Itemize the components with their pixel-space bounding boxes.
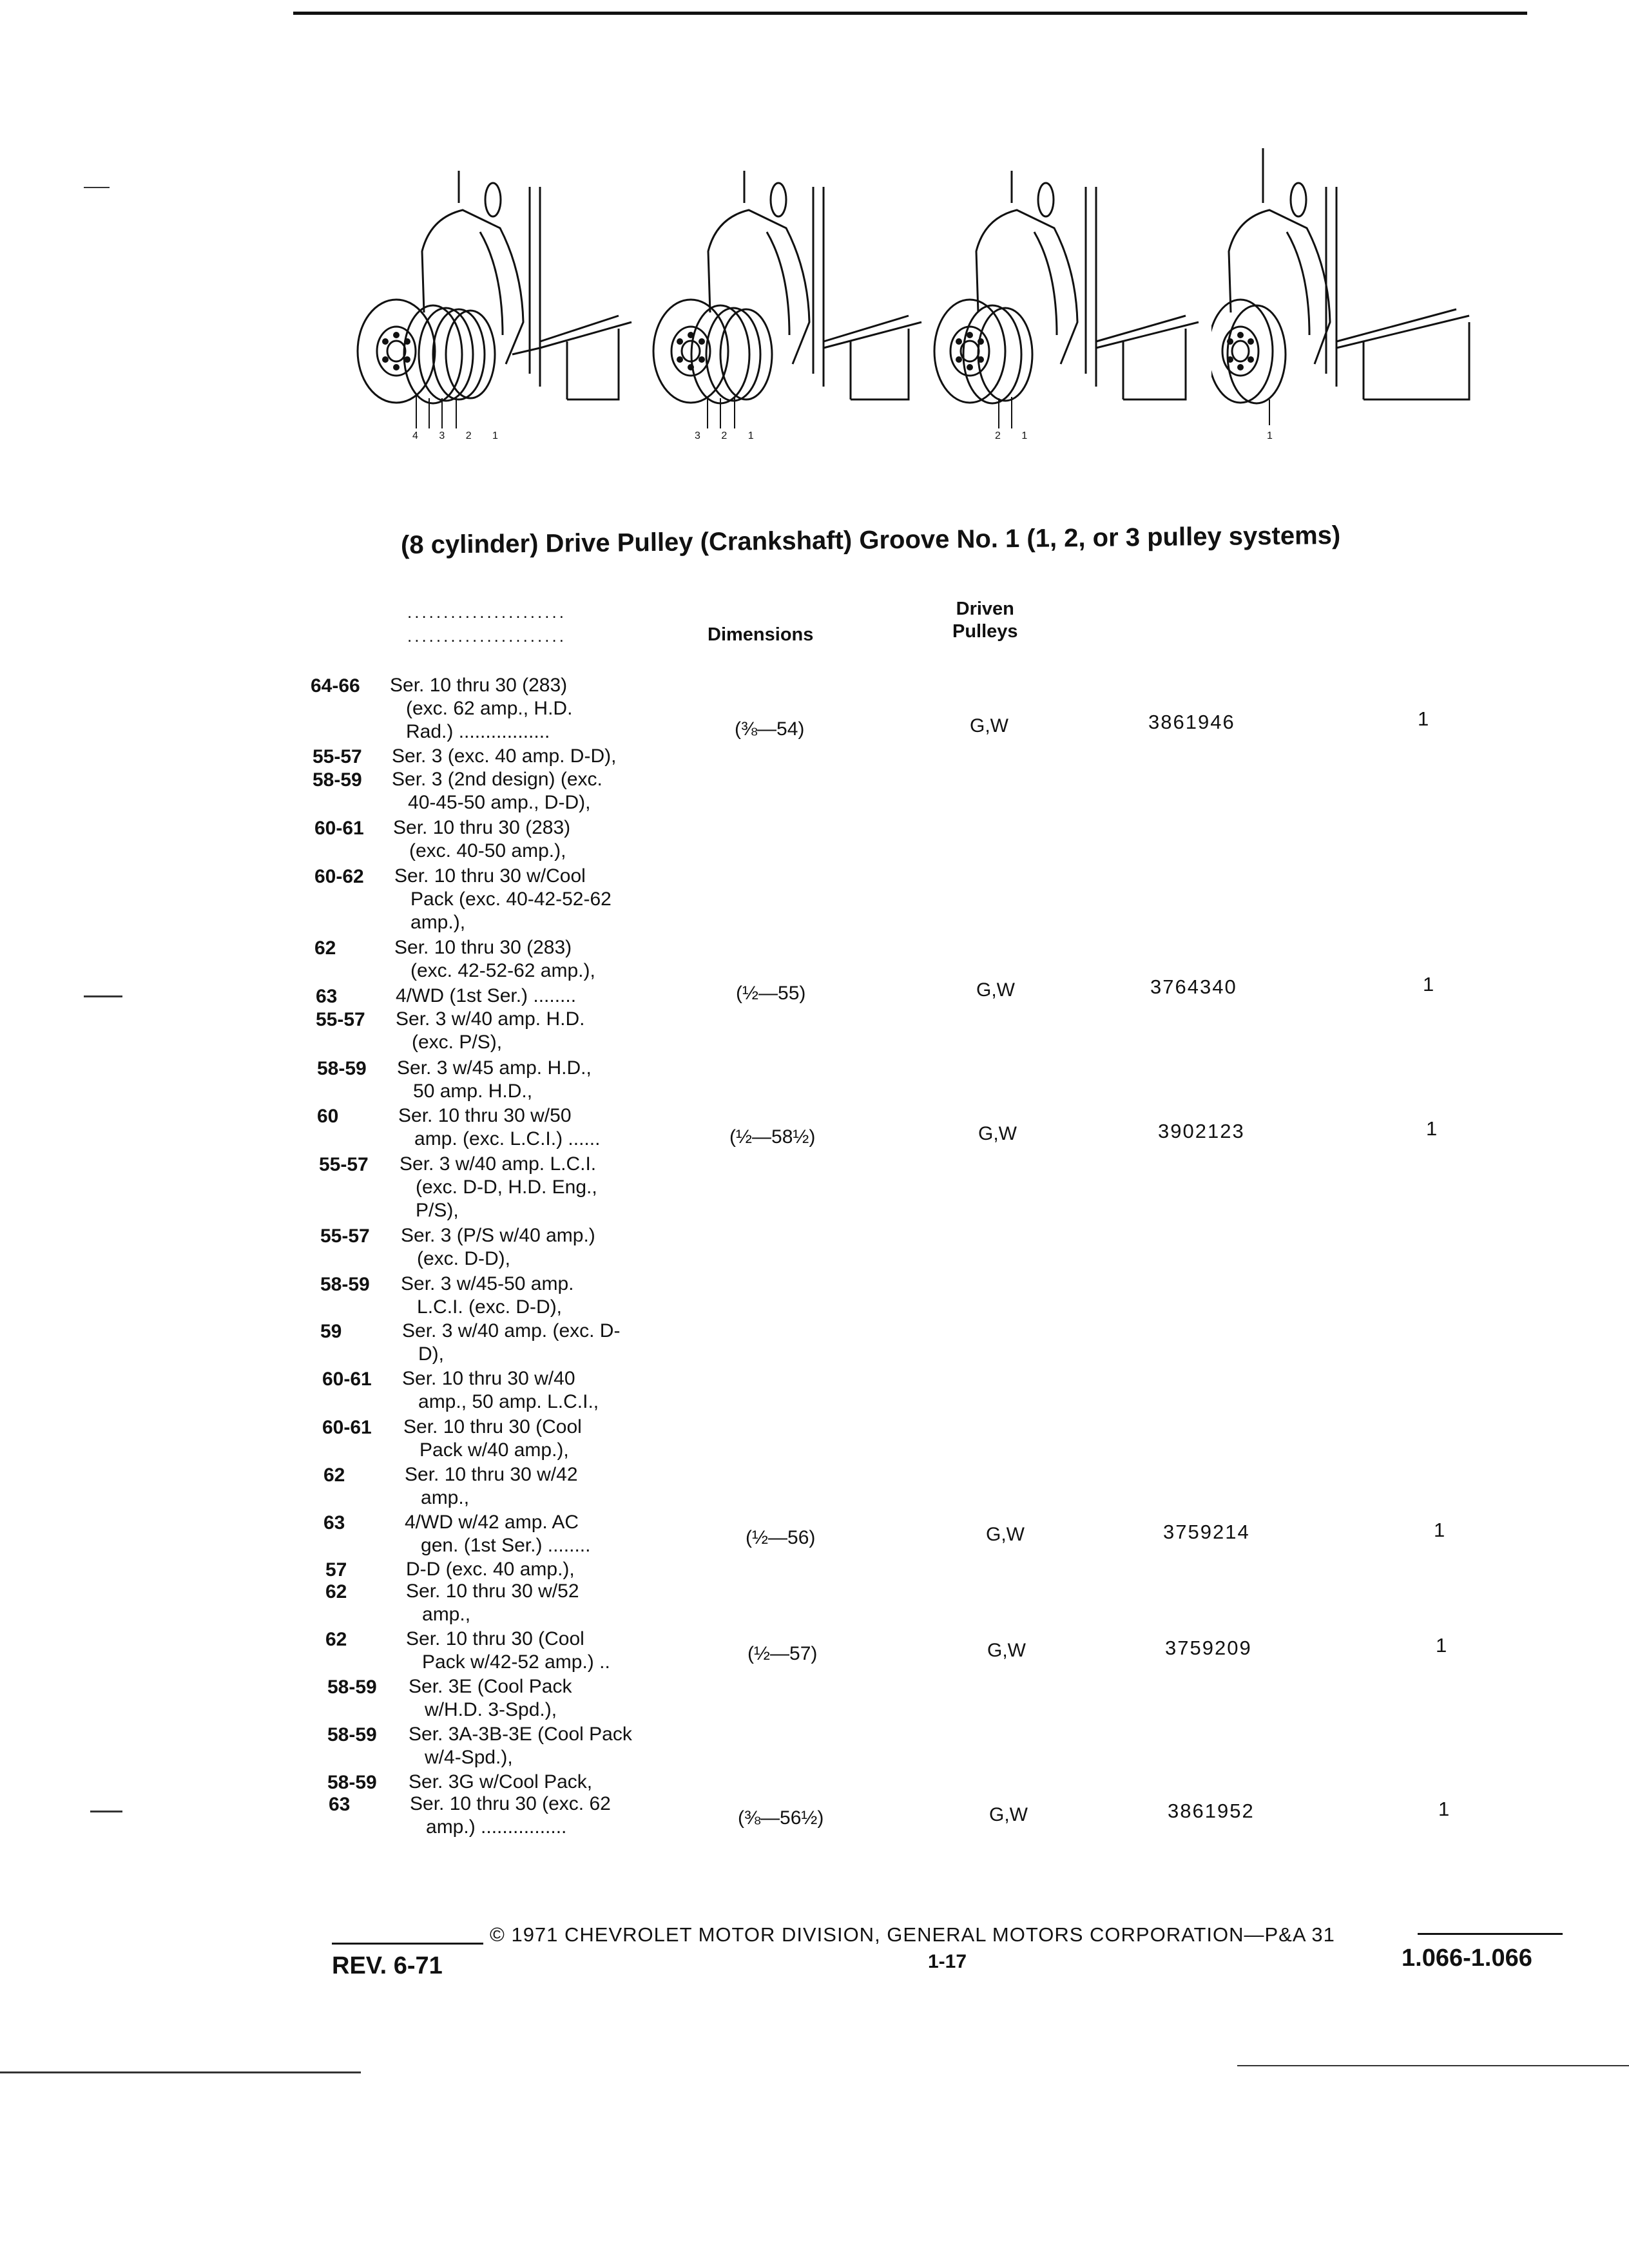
revision-date: REV. 6-71: [332, 1952, 443, 1979]
part-number: 3764340: [1150, 975, 1237, 998]
entry-year: 58-59: [317, 1058, 367, 1079]
two-groove-pulley-figure: [928, 142, 1224, 445]
entry-year: 60-62: [314, 866, 364, 887]
groove-callouts: 4 3 2 1: [412, 430, 507, 441]
entry-year: 60-61: [314, 818, 364, 839]
entry-description: Ser. 3 w/45 amp. H.D., 50 amp. H.D.,: [397, 1057, 592, 1102]
dimensions-header: Dimensions: [708, 624, 814, 645]
entry-description: Ser. 10 thru 30 (283) (exc. 62 amp., H.D. Rad.) .................: [390, 675, 573, 742]
part-quantity: 1: [1426, 1117, 1438, 1140]
entry-year: 60-61: [322, 1369, 372, 1390]
one-groove-pulley-figure: [1211, 142, 1508, 445]
scan-mark: [84, 187, 110, 188]
part-quantity: 1: [1436, 1634, 1447, 1657]
entry-description: Ser. 3 w/40 amp. H.D. (exc. P/S),: [396, 1008, 585, 1053]
entry-year: 62: [323, 1465, 345, 1486]
pulley-drawing: [928, 142, 1224, 445]
entry-description: Ser. 10 thru 30 (283) (exc. 42-52-62 amp.),: [394, 937, 595, 981]
entry-description: Ser. 3E (Cool Pack w/H.D. 3-Spd.),: [409, 1676, 572, 1720]
entry-year: 58-59: [320, 1274, 370, 1295]
header-leader-1: ......................: [407, 602, 566, 622]
page-title: (8 cylinder) Drive Pulley (Crankshaft) Groove No. 1 (1, 2, or 3 pulley systems): [400, 521, 1341, 560]
scan-mark: [1237, 2065, 1629, 2066]
top-rule: [293, 12, 1527, 15]
entry-year: 63: [329, 1794, 351, 1815]
entry-year: 55-57: [316, 1009, 365, 1030]
entry-description: Ser. 3 w/45-50 amp. L.C.I. (exc. D-D),: [401, 1273, 574, 1318]
part-dimensions: (½—57): [747, 1643, 818, 1664]
part-dimensions: (½—56): [746, 1527, 816, 1548]
scan-mark: [84, 995, 122, 997]
part-dimensions: (⅜—54): [735, 718, 805, 740]
part-number: 3759214: [1163, 1521, 1250, 1543]
entry-year: 60-61: [322, 1417, 372, 1438]
groove-callouts: 3 2 1: [695, 430, 763, 441]
entry-description: Ser. 10 thru 30 (283) (exc. 40-50 amp.),: [393, 817, 571, 861]
entry-description: Ser. 3 w/40 amp. L.C.I. (exc. D-D, H.D. Eng., P/S),: [400, 1153, 597, 1221]
entry-year: 62: [325, 1629, 347, 1650]
copyright-line: © 1971 CHEVROLET MOTOR DIVISION, GENERAL MOTORS CORPORATION—P&A 31: [490, 1923, 1335, 1946]
entry-description: Ser. 3 w/40 amp. (exc. D- D),: [402, 1320, 621, 1365]
scan-mark: [0, 2071, 361, 2073]
part-quantity: 1: [1434, 1519, 1445, 1541]
entry-description: Ser. 10 thru 30 w/40 amp., 50 amp. L.C.I.,: [402, 1368, 599, 1412]
three-groove-pulley-figure: [644, 142, 941, 445]
part-driven-pulleys: G,W: [978, 1123, 1017, 1144]
groove-callouts: 1: [1267, 430, 1282, 441]
entry-description: Ser. 10 thru 30 w/50 amp. (exc. L.C.I.) ......: [398, 1105, 601, 1149]
part-quantity: 1: [1423, 973, 1434, 995]
four-groove-pulley-figure: [348, 142, 644, 445]
entry-description: Ser. 10 thru 30 w/42 amp.,: [405, 1464, 578, 1508]
part-driven-pulleys: G,W: [987, 1640, 1026, 1661]
part-number: 3759209: [1165, 1637, 1252, 1659]
part-number: 3861946: [1148, 711, 1235, 733]
entry-description: Ser. 3 (exc. 40 amp. D-D),: [392, 745, 617, 767]
entry-description: D-D (exc. 40 amp.),: [406, 1559, 575, 1580]
entry-description: Ser. 10 thru 30 (Cool Pack w/42-52 amp.) ..: [406, 1628, 610, 1673]
entry-year: 58-59: [327, 1677, 377, 1698]
part-driven-pulleys: G,W: [989, 1804, 1028, 1825]
part-driven-pulleys: G,W: [986, 1524, 1025, 1545]
part-dimensions: (⅜—56½): [738, 1807, 824, 1829]
entry-description: Ser. 3 (P/S w/40 amp.) (exc. D-D),: [401, 1225, 595, 1269]
entry-year: 55-57: [319, 1154, 369, 1175]
entry-description: Ser. 10 thru 30 (exc. 62 amp.) ................: [410, 1793, 611, 1838]
pulley-drawing: [348, 142, 644, 445]
driven-pulleys-header: Driven Pulleys: [952, 599, 1018, 642]
entry-year: 62: [314, 937, 336, 959]
entry-year: 58-59: [313, 769, 362, 791]
entry-year: 60: [317, 1106, 339, 1127]
scan-mark: [90, 1811, 122, 1812]
part-number: 3902123: [1158, 1120, 1245, 1142]
part-driven-pulleys: G,W: [970, 715, 1008, 736]
entry-year: 58-59: [327, 1772, 377, 1793]
pulley-drawing: [1211, 142, 1508, 445]
entry-year: 59: [320, 1321, 342, 1342]
part-dimensions: (½—58½): [729, 1126, 816, 1148]
part-quantity: 1: [1438, 1798, 1450, 1820]
entry-year: 63: [316, 986, 338, 1007]
part-number: 3861952: [1168, 1800, 1255, 1822]
pulley-drawing: [644, 142, 941, 445]
entry-year: 57: [325, 1559, 347, 1581]
header-leader-2: ......................: [407, 626, 566, 646]
part-quantity: 1: [1418, 707, 1429, 730]
entry-description: Ser. 3G w/Cool Pack,: [409, 1771, 593, 1792]
groove-callouts: 2 1: [995, 430, 1037, 441]
entry-description: Ser. 10 thru 30 (Cool Pack w/40 amp.),: [403, 1416, 582, 1461]
entry-description: 4/WD (1st Ser.) ........: [396, 985, 577, 1006]
entry-year: 58-59: [327, 1724, 377, 1745]
part-dimensions: (½—55): [736, 983, 806, 1004]
entry-year: 63: [323, 1512, 345, 1533]
page-number: 1-17: [928, 1951, 967, 1972]
entry-year: 62: [325, 1581, 347, 1602]
entry-description: Ser. 3A-3B-3E (Cool Pack w/4-Spd.),: [409, 1724, 632, 1768]
entry-description: Ser. 3 (2nd design) (exc. 40-45-50 amp., D-D),: [392, 769, 602, 813]
part-driven-pulleys: G,W: [976, 979, 1015, 1001]
section-number: 1.066-1.066: [1402, 1945, 1532, 1972]
entry-description: 4/WD w/42 amp. AC gen. (1st Ser.) ........: [405, 1512, 591, 1556]
footer-rule-right: [1418, 1933, 1563, 1935]
footer-rule-left: [332, 1943, 483, 1945]
entry-year: 55-57: [313, 746, 362, 767]
entry-description: Ser. 10 thru 30 w/52 amp.,: [406, 1581, 579, 1625]
entry-year: 64-66: [311, 675, 360, 697]
entry-year: 55-57: [320, 1225, 370, 1247]
entry-description: Ser. 10 thru 30 w/Cool Pack (exc. 40-42-52-62 amp.),: [394, 865, 612, 933]
